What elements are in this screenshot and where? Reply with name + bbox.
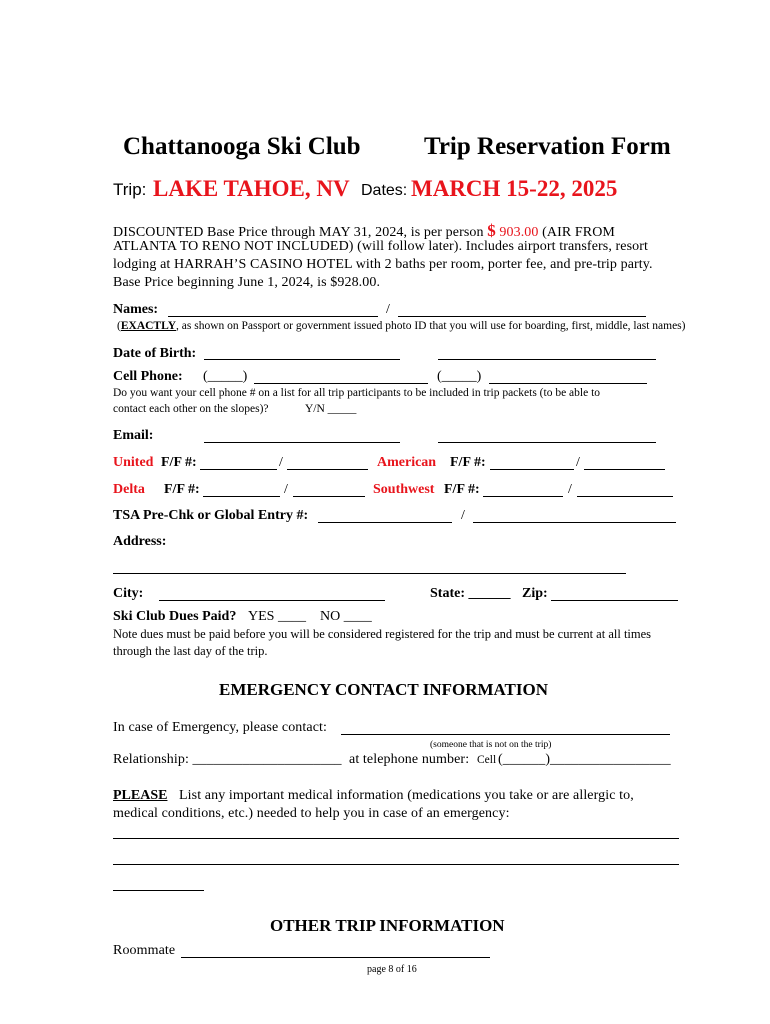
united-ff-label: F/F #: [161,455,197,470]
names-label: Names: [113,302,159,317]
zip-label: Zip: [522,586,548,601]
dob-label: Date of Birth: [113,346,197,361]
email-label: Email: [113,428,154,443]
trip-dates: MARCH 15-22, 2025 [411,176,618,201]
tsa-label: TSA Pre-Chk or Global Entry #: [113,508,309,523]
price-text-b: (AIR FROM [538,225,615,240]
cell-phone-label: Cell Phone: [113,369,183,384]
dob-field-1[interactable] [204,359,400,360]
first-name-field[interactable] [168,316,378,317]
cell-area-1: (_____) [203,369,248,384]
names-note-exactly: EXACTLY [120,320,177,332]
emergency-cell-field[interactable]: _________________ [550,752,671,767]
names-note-open: ( [117,320,121,332]
club-name: Chattanooga Ski Club [123,133,361,160]
email-field-2[interactable] [438,442,656,443]
medical-field-line-1[interactable] [113,838,679,839]
price-line-1 [113,221,615,241]
tsa-separator: / [461,508,465,523]
page-number: page 8 of 16 [367,964,417,975]
southwest-ff-field-1[interactable] [483,496,563,497]
cell-label: Cell [477,754,497,766]
emergency-contact-label: In case of Emergency, please contact: [113,720,327,735]
state-label[interactable]: State: ______ [430,586,511,601]
address-field[interactable] [113,573,626,574]
delta-ff-label: F/F #: [164,482,200,497]
united-ff-field-1[interactable] [200,469,277,470]
dues-no-field[interactable]: NO ____ [320,609,372,624]
delta-separator: / [284,482,288,497]
roommate-field[interactable] [181,957,490,958]
emergency-cell-area[interactable]: (______) [498,752,551,767]
southwest-ff-label: F/F #: [444,482,480,497]
southwest-separator: / [568,482,572,497]
please-label: PLEASE [113,788,168,803]
dates-label: Dates: [361,182,408,199]
email-field-1[interactable] [204,442,400,443]
names-note-text: , as shown on Passport or government issued photo ID that you will use for boarding, first, middle, last names) [176,320,686,332]
dob-field-2[interactable] [438,359,656,360]
medical-text-2: medical conditions, etc.) needed to help you in case of an emergency: [113,806,510,821]
united-separator: / [279,455,283,470]
last-name-field[interactable] [398,316,646,317]
american-ff-field-2[interactable] [584,469,665,470]
cell-question-2: contact each other on the slopes)? [113,403,269,415]
names-note [117,320,685,332]
american-ff-field-1[interactable] [490,469,574,470]
city-label: City: [113,586,144,601]
dues-note-2: through the last day of the trip. [113,644,268,658]
cell-number-field-1[interactable] [254,383,428,384]
zip-field[interactable] [551,600,678,601]
form-title: Trip Reservation Form [424,133,671,160]
roommate-label: Roommate [113,943,176,958]
cell-number-field-2[interactable] [489,383,647,384]
cell-question-1: Do you want your cell phone # on a list for all trip participants to be included in trip packets (to be able to [113,387,601,399]
emergency-contact-field[interactable] [341,734,670,735]
tsa-field-1[interactable] [318,522,452,523]
cell-yes-no-field[interactable]: Y/N _____ [305,403,357,415]
delta-ff-field-2[interactable] [293,496,365,497]
southwest-ff-field-2[interactable] [577,496,673,497]
american-label: American [377,455,437,470]
tsa-field-2[interactable] [473,522,676,523]
emergency-contact-note: (someone that is not on the trip) [430,740,552,750]
address-label: Address: [113,534,167,549]
telephone-label: at telephone number: [349,752,470,767]
trip-destination: LAKE TAHOE, NV [153,176,350,201]
medical-text-1: List any important medical information (medications you take or are allergic to, [179,788,634,803]
american-separator: / [576,455,580,470]
price-line-4: Base Price beginning June 1, 2024, is $928.00. [113,275,381,290]
names-separator: / [386,302,390,317]
trip-label: Trip: [113,180,147,199]
united-ff-field-2[interactable] [287,469,368,470]
price-line-3: lodging at HARRAH’S CASINO HOTEL with 2 baths per room, porter fee, and pre-trip party. [113,257,653,272]
southwest-label: Southwest [373,482,435,497]
dues-label: Ski Club Dues Paid? [113,609,237,624]
cell-area-2: (_____) [437,369,482,384]
american-ff-label: F/F #: [450,455,486,470]
relationship-field[interactable]: Relationship: _____________________ [113,752,342,767]
price-line-2: ATLANTA TO RENO NOT INCLUDED) (will follow later). Includes airport transfers, resort [113,239,648,254]
medical-field-line-3[interactable] [113,890,204,891]
delta-ff-field-1[interactable] [203,496,280,497]
base-price: 903.00 [495,225,539,240]
dollar-sign: $ [487,221,496,240]
other-heading: OTHER TRIP INFORMATION [270,916,505,935]
medical-field-line-2[interactable] [113,864,679,865]
united-label: United [113,455,154,470]
city-field[interactable] [159,600,385,601]
price-text-a: DISCOUNTED Base Price through MAY 31, 2024, is per person [113,225,488,240]
delta-label: Delta [113,482,145,497]
dues-yes-field[interactable]: YES ____ [248,609,306,624]
dues-note-1: Note dues must be paid before you will be considered registered for the trip and must be current at all times [113,627,652,641]
emergency-heading: EMERGENCY CONTACT INFORMATION [219,680,548,699]
